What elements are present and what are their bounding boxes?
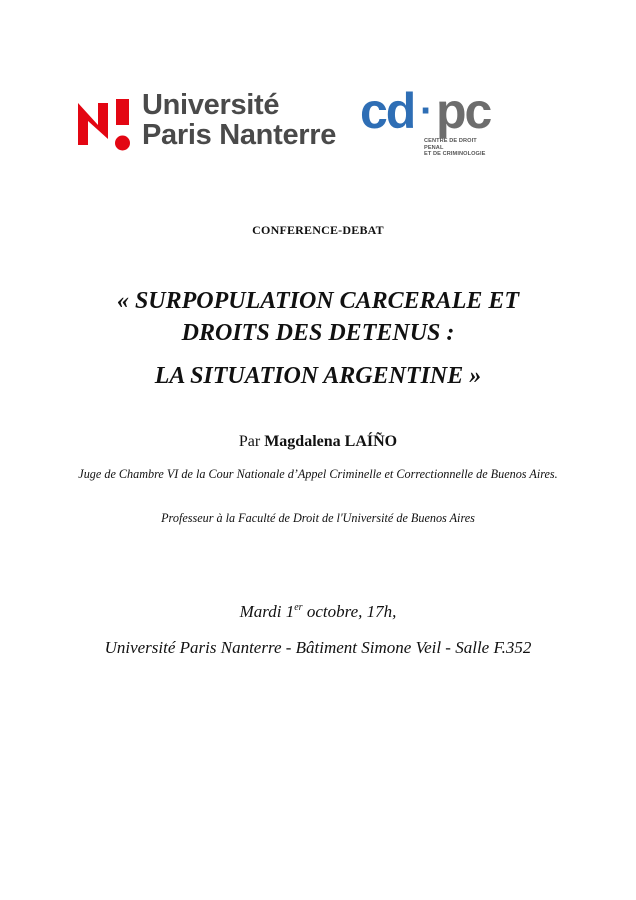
university-mark-icon	[78, 95, 134, 153]
university-name	[142, 90, 336, 150]
cdpc-logo	[360, 76, 520, 158]
speaker-role-professor: Professeur à la Faculté de Droit de l'Université de Buenos Aires	[161, 511, 475, 525]
date-superscript: er	[294, 602, 303, 613]
speaker-role-judge: Juge de Chambre VI de la Cour Nationale d’Appel Criminelle et Correctionnelle de Buenos Aires.	[78, 467, 558, 481]
cdpc-subtitle-line2: ET DE CRIMINOLOGIE	[424, 151, 486, 157]
title-line2: DROITS DES DETENUS :	[181, 320, 455, 346]
event-venue: Université Paris Nanterre - Bâtiment Simone Veil - Salle F.352	[104, 638, 532, 657]
university-name-line1: Université	[142, 89, 280, 121]
event-date	[0, 602, 636, 622]
cdpc-subtitle	[424, 138, 494, 158]
cdpc-right-text: pc	[436, 83, 491, 139]
byline-prefix: Par	[238, 433, 265, 450]
date-suffix: octobre, 17h,	[302, 602, 397, 621]
university-logo	[78, 90, 358, 158]
university-name-line2: Paris Nanterre	[142, 119, 337, 151]
date-prefix: Mardi 1	[239, 602, 295, 621]
speaker-byline	[0, 433, 636, 451]
cdpc-subtitle-line1: CENTRE DE DROIT PENAL	[424, 138, 477, 151]
event-type: CONFERENCE-DEBAT	[252, 223, 384, 237]
title-line1: « SURPOPULATION CARCERALE ET	[116, 288, 520, 314]
conference-title	[60, 285, 576, 392]
cdpc-dot: ·	[420, 89, 434, 133]
title-line3: LA SITUATION ARGENTINE »	[154, 363, 482, 389]
speaker-name: Magdalena LAÍÑO	[264, 433, 398, 450]
cdpc-left-text: cd	[360, 83, 415, 139]
